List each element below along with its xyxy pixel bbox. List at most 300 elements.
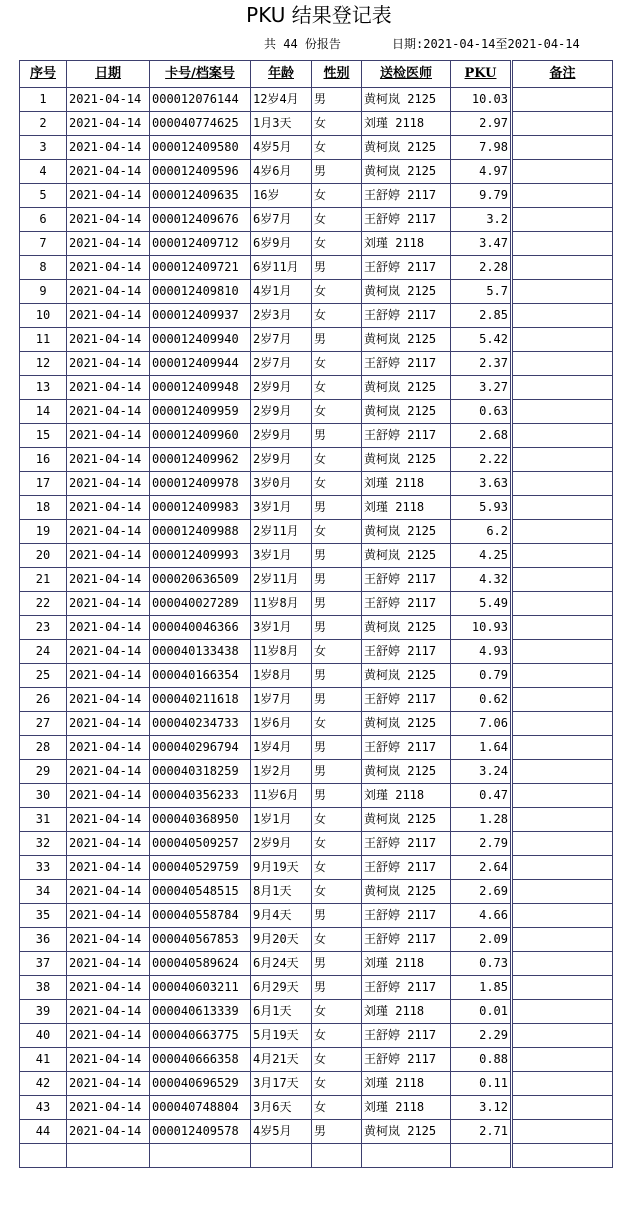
cell-pku: 3.2 bbox=[451, 208, 512, 232]
cell-age: 3岁1月 bbox=[251, 616, 312, 640]
cell-pku: 2.29 bbox=[451, 1024, 512, 1048]
cell-doctor: 黄柯岚 2125 bbox=[362, 376, 451, 400]
cell-remarks bbox=[512, 1144, 613, 1168]
cell-sex: 男 bbox=[312, 496, 362, 520]
cell-sex: 女 bbox=[312, 352, 362, 376]
cell-date: 2021-04-14 bbox=[67, 688, 150, 712]
cell-pku: 0.47 bbox=[451, 784, 512, 808]
cell-index: 25 bbox=[20, 664, 67, 688]
cell-age: 6月1天 bbox=[251, 1000, 312, 1024]
cell-doctor: 王舒婷 2117 bbox=[362, 184, 451, 208]
cell-index: 14 bbox=[20, 400, 67, 424]
cell-remarks bbox=[512, 784, 613, 808]
cell-pku: 6.2 bbox=[451, 520, 512, 544]
cell-doctor: 王舒婷 2117 bbox=[362, 256, 451, 280]
cell-doctor: 王舒婷 2117 bbox=[362, 928, 451, 952]
cell-doctor: 黄柯岚 2125 bbox=[362, 400, 451, 424]
cell-card-number: 000040774625 bbox=[150, 112, 251, 136]
table-row bbox=[20, 856, 613, 880]
cell-date: 2021-04-14 bbox=[67, 736, 150, 760]
cell-card-number: 000012409676 bbox=[150, 208, 251, 232]
cell-card-number: 000012409948 bbox=[150, 376, 251, 400]
cell-remarks bbox=[512, 760, 613, 784]
cell-doctor: 刘瑾 2118 bbox=[362, 472, 451, 496]
cell-pku: 3.12 bbox=[451, 1096, 512, 1120]
cell-age: 4月21天 bbox=[251, 1048, 312, 1072]
cell-remarks bbox=[512, 1024, 613, 1048]
cell-card-number: 000040027289 bbox=[150, 592, 251, 616]
cell-date: 2021-04-14 bbox=[67, 424, 150, 448]
cell-age: 1岁6月 bbox=[251, 712, 312, 736]
cell-pku: 0.88 bbox=[451, 1048, 512, 1072]
cell-sex: 男 bbox=[312, 256, 362, 280]
cell-index: 11 bbox=[20, 328, 67, 352]
cell-date: 2021-04-14 bbox=[67, 544, 150, 568]
cell-age: 3月6天 bbox=[251, 1096, 312, 1120]
cell-card-number: 000040356233 bbox=[150, 784, 251, 808]
cell-doctor: 黄柯岚 2125 bbox=[362, 880, 451, 904]
cell-remarks bbox=[512, 832, 613, 856]
cell-card-number: 000012409978 bbox=[150, 472, 251, 496]
cell-index: 38 bbox=[20, 976, 67, 1000]
cell-doctor: 王舒婷 2117 bbox=[362, 736, 451, 760]
cell-remarks bbox=[512, 976, 613, 1000]
cell-remarks bbox=[512, 376, 613, 400]
cell-doctor: 黄柯岚 2125 bbox=[362, 160, 451, 184]
cell-doctor bbox=[362, 1144, 451, 1168]
cell-date: 2021-04-14 bbox=[67, 328, 150, 352]
cell-index: 29 bbox=[20, 760, 67, 784]
cell-remarks bbox=[512, 1096, 613, 1120]
table-row bbox=[20, 832, 613, 856]
cell-card-number: 000040318259 bbox=[150, 760, 251, 784]
cell-sex: 男 bbox=[312, 904, 362, 928]
cell-remarks bbox=[512, 520, 613, 544]
cell-date: 2021-04-14 bbox=[67, 1096, 150, 1120]
cell-doctor: 王舒婷 2117 bbox=[362, 568, 451, 592]
cell-sex: 女 bbox=[312, 1024, 362, 1048]
cell-card-number: 000012409940 bbox=[150, 328, 251, 352]
cell-card-number: 000040368950 bbox=[150, 808, 251, 832]
table-row bbox=[20, 448, 613, 472]
cell-sex: 女 bbox=[312, 400, 362, 424]
cell-card-number: 000040296794 bbox=[150, 736, 251, 760]
table-row bbox=[20, 1120, 613, 1144]
cell-pku: 0.79 bbox=[451, 664, 512, 688]
cell-date: 2021-04-14 bbox=[67, 664, 150, 688]
table-row bbox=[20, 1048, 613, 1072]
cell-remarks bbox=[512, 1048, 613, 1072]
cell-pku: 7.98 bbox=[451, 136, 512, 160]
cell-pku: 2.09 bbox=[451, 928, 512, 952]
cell-remarks bbox=[512, 928, 613, 952]
table-row bbox=[20, 232, 613, 256]
cell-pku: 2.37 bbox=[451, 352, 512, 376]
cell-date: 2021-04-14 bbox=[67, 1048, 150, 1072]
cell-card-number: 000012409937 bbox=[150, 304, 251, 328]
cell-pku: 5.49 bbox=[451, 592, 512, 616]
cell-card-number: 000040613339 bbox=[150, 1000, 251, 1024]
cell-pku: 10.93 bbox=[451, 616, 512, 640]
cell-age: 6岁9月 bbox=[251, 232, 312, 256]
cell-age: 12岁4月 bbox=[251, 88, 312, 112]
cell-sex: 女 bbox=[312, 1096, 362, 1120]
cell-sex: 女 bbox=[312, 640, 362, 664]
cell-date: 2021-04-14 bbox=[67, 832, 150, 856]
cell-sex: 女 bbox=[312, 472, 362, 496]
cell-remarks bbox=[512, 232, 613, 256]
cell-age: 11岁6月 bbox=[251, 784, 312, 808]
cell-date: 2021-04-14 bbox=[67, 712, 150, 736]
cell-card-number: 000040234733 bbox=[150, 712, 251, 736]
table-row bbox=[20, 784, 613, 808]
date-range: 日期:2021-04-14至2021-04-14 bbox=[392, 37, 580, 51]
page-title: PKU 结果登记表 bbox=[246, 3, 392, 27]
cell-date: 2021-04-14 bbox=[67, 976, 150, 1000]
cell-sex: 男 bbox=[312, 328, 362, 352]
cell-sex: 男 bbox=[312, 688, 362, 712]
table-row bbox=[20, 472, 613, 496]
cell-pku: 3.27 bbox=[451, 376, 512, 400]
cell-doctor: 王舒婷 2117 bbox=[362, 304, 451, 328]
cell-age: 9月4天 bbox=[251, 904, 312, 928]
column-header-age: 年龄 bbox=[251, 61, 312, 88]
cell-remarks bbox=[512, 280, 613, 304]
cell-card-number: 000040696529 bbox=[150, 1072, 251, 1096]
cell-age: 3岁1月 bbox=[251, 544, 312, 568]
cell-date: 2021-04-14 bbox=[67, 496, 150, 520]
cell-index: 24 bbox=[20, 640, 67, 664]
cell-doctor: 王舒婷 2117 bbox=[362, 424, 451, 448]
cell-remarks bbox=[512, 256, 613, 280]
cell-card-number: 000040166354 bbox=[150, 664, 251, 688]
cell-index: 23 bbox=[20, 616, 67, 640]
table-row bbox=[20, 400, 613, 424]
cell-age: 9月19天 bbox=[251, 856, 312, 880]
cell-sex: 男 bbox=[312, 976, 362, 1000]
cell-doctor: 刘瑾 2118 bbox=[362, 112, 451, 136]
cell-date: 2021-04-14 bbox=[67, 400, 150, 424]
table-row bbox=[20, 1072, 613, 1096]
cell-card-number: 000040589624 bbox=[150, 952, 251, 976]
cell-date: 2021-04-14 bbox=[67, 1024, 150, 1048]
cell-date: 2021-04-14 bbox=[67, 184, 150, 208]
cell-sex: 男 bbox=[312, 760, 362, 784]
cell-age bbox=[251, 1144, 312, 1168]
cell-sex: 女 bbox=[312, 208, 362, 232]
cell-sex: 男 bbox=[312, 1120, 362, 1144]
cell-age: 2岁9月 bbox=[251, 400, 312, 424]
cell-pku: 0.62 bbox=[451, 688, 512, 712]
cell-sex: 男 bbox=[312, 616, 362, 640]
cell-index: 33 bbox=[20, 856, 67, 880]
cell-pku: 1.85 bbox=[451, 976, 512, 1000]
cell-index: 5 bbox=[20, 184, 67, 208]
cell-remarks bbox=[512, 496, 613, 520]
cell-pku: 9.79 bbox=[451, 184, 512, 208]
cell-index: 9 bbox=[20, 280, 67, 304]
cell-age: 6月29天 bbox=[251, 976, 312, 1000]
cell-remarks bbox=[512, 88, 613, 112]
cell-sex: 女 bbox=[312, 448, 362, 472]
cell-doctor: 王舒婷 2117 bbox=[362, 208, 451, 232]
cell-remarks bbox=[512, 208, 613, 232]
cell-doctor: 王舒婷 2117 bbox=[362, 352, 451, 376]
cell-doctor: 黄柯岚 2125 bbox=[362, 520, 451, 544]
cell-doctor: 黄柯岚 2125 bbox=[362, 280, 451, 304]
cell-doctor: 黄柯岚 2125 bbox=[362, 328, 451, 352]
cell-date: 2021-04-14 bbox=[67, 448, 150, 472]
cell-doctor: 刘瑾 2118 bbox=[362, 496, 451, 520]
cell-age: 3月17天 bbox=[251, 1072, 312, 1096]
cell-age: 2岁9月 bbox=[251, 832, 312, 856]
cell-doctor: 刘瑾 2118 bbox=[362, 784, 451, 808]
cell-age: 2岁11月 bbox=[251, 520, 312, 544]
cell-card-number: 000012409721 bbox=[150, 256, 251, 280]
table-row bbox=[20, 1000, 613, 1024]
cell-remarks bbox=[512, 424, 613, 448]
cell-index: 42 bbox=[20, 1072, 67, 1096]
cell-age: 3岁0月 bbox=[251, 472, 312, 496]
cell-card-number: 000012076144 bbox=[150, 88, 251, 112]
table-row bbox=[20, 904, 613, 928]
cell-age: 1岁4月 bbox=[251, 736, 312, 760]
cell-remarks bbox=[512, 616, 613, 640]
table-row bbox=[20, 808, 613, 832]
cell-age: 3岁1月 bbox=[251, 496, 312, 520]
cell-pku: 0.73 bbox=[451, 952, 512, 976]
cell-date: 2021-04-14 bbox=[67, 640, 150, 664]
cell-sex: 女 bbox=[312, 808, 362, 832]
cell-remarks bbox=[512, 448, 613, 472]
cell-pku: 3.63 bbox=[451, 472, 512, 496]
cell-card-number: 000040567853 bbox=[150, 928, 251, 952]
cell-date: 2021-04-14 bbox=[67, 568, 150, 592]
cell-index: 12 bbox=[20, 352, 67, 376]
table-row bbox=[20, 640, 613, 664]
cell-index: 16 bbox=[20, 448, 67, 472]
cell-remarks bbox=[512, 1072, 613, 1096]
cell-pku: 4.25 bbox=[451, 544, 512, 568]
cell-sex: 女 bbox=[312, 376, 362, 400]
cell-index: 6 bbox=[20, 208, 67, 232]
table-row bbox=[20, 88, 613, 112]
cell-date: 2021-04-14 bbox=[67, 952, 150, 976]
cell-pku: 1.28 bbox=[451, 808, 512, 832]
cell-sex: 女 bbox=[312, 928, 362, 952]
table-row bbox=[20, 952, 613, 976]
column-header-remarks: 备注 bbox=[512, 61, 613, 88]
cell-remarks bbox=[512, 904, 613, 928]
table-row bbox=[20, 520, 613, 544]
cell-age: 6岁11月 bbox=[251, 256, 312, 280]
table-row bbox=[20, 256, 613, 280]
table-row bbox=[20, 376, 613, 400]
cell-index: 7 bbox=[20, 232, 67, 256]
cell-index: 19 bbox=[20, 520, 67, 544]
cell-sex: 女 bbox=[312, 1048, 362, 1072]
cell-card-number: 000040663775 bbox=[150, 1024, 251, 1048]
column-header-doctor: 送检医师 bbox=[362, 61, 451, 88]
cell-index: 35 bbox=[20, 904, 67, 928]
cell-age: 11岁8月 bbox=[251, 640, 312, 664]
cell-remarks bbox=[512, 472, 613, 496]
cell-doctor: 黄柯岚 2125 bbox=[362, 1120, 451, 1144]
cell-date: 2021-04-14 bbox=[67, 1000, 150, 1024]
cell-card-number: 000012409596 bbox=[150, 160, 251, 184]
cell-age: 9月20天 bbox=[251, 928, 312, 952]
cell-pku: 5.42 bbox=[451, 328, 512, 352]
cell-pku: 4.66 bbox=[451, 904, 512, 928]
cell-remarks bbox=[512, 856, 613, 880]
cell-card-number: 000012409988 bbox=[150, 520, 251, 544]
cell-remarks bbox=[512, 304, 613, 328]
cell-remarks bbox=[512, 688, 613, 712]
cell-sex: 男 bbox=[312, 592, 362, 616]
cell-sex: 女 bbox=[312, 1072, 362, 1096]
table-row bbox=[20, 352, 613, 376]
cell-doctor: 王舒婷 2117 bbox=[362, 976, 451, 1000]
cell-doctor: 黄柯岚 2125 bbox=[362, 712, 451, 736]
table-row bbox=[20, 592, 613, 616]
cell-age: 4岁5月 bbox=[251, 1120, 312, 1144]
cell-pku: 2.64 bbox=[451, 856, 512, 880]
cell-index: 36 bbox=[20, 928, 67, 952]
cell-remarks bbox=[512, 736, 613, 760]
cell-remarks bbox=[512, 880, 613, 904]
cell-sex: 男 bbox=[312, 544, 362, 568]
cell-date: 2021-04-14 bbox=[67, 352, 150, 376]
table-row bbox=[20, 976, 613, 1000]
cell-doctor: 王舒婷 2117 bbox=[362, 592, 451, 616]
cell-card-number: 000012409578 bbox=[150, 1120, 251, 1144]
cell-card-number bbox=[150, 1144, 251, 1168]
cell-date: 2021-04-14 bbox=[67, 376, 150, 400]
table-row bbox=[20, 208, 613, 232]
cell-index: 34 bbox=[20, 880, 67, 904]
cell-doctor: 王舒婷 2117 bbox=[362, 1024, 451, 1048]
cell-sex: 女 bbox=[312, 112, 362, 136]
cell-index: 40 bbox=[20, 1024, 67, 1048]
cell-pku: 1.64 bbox=[451, 736, 512, 760]
cell-date: 2021-04-14 bbox=[67, 136, 150, 160]
table-row bbox=[20, 880, 613, 904]
cell-doctor: 王舒婷 2117 bbox=[362, 856, 451, 880]
cell-age: 6岁7月 bbox=[251, 208, 312, 232]
cell-date: 2021-04-14 bbox=[67, 1120, 150, 1144]
table-row bbox=[20, 760, 613, 784]
cell-card-number: 000040509257 bbox=[150, 832, 251, 856]
cell-date: 2021-04-14 bbox=[67, 160, 150, 184]
table-row bbox=[20, 736, 613, 760]
cell-index: 26 bbox=[20, 688, 67, 712]
cell-date: 2021-04-14 bbox=[67, 856, 150, 880]
cell-card-number: 000012409580 bbox=[150, 136, 251, 160]
cell-card-number: 000012409810 bbox=[150, 280, 251, 304]
cell-pku: 0.11 bbox=[451, 1072, 512, 1096]
cell-index: 18 bbox=[20, 496, 67, 520]
cell-date: 2021-04-14 bbox=[67, 520, 150, 544]
cell-card-number: 000012409983 bbox=[150, 496, 251, 520]
cell-card-number: 000012409712 bbox=[150, 232, 251, 256]
cell-sex: 女 bbox=[312, 832, 362, 856]
cell-sex: 男 bbox=[312, 736, 362, 760]
report-count: 共 44 份报告 bbox=[264, 37, 341, 51]
table-row bbox=[20, 616, 613, 640]
cell-pku: 3.47 bbox=[451, 232, 512, 256]
cell-pku: 0.01 bbox=[451, 1000, 512, 1024]
cell-index: 13 bbox=[20, 376, 67, 400]
cell-doctor: 王舒婷 2117 bbox=[362, 904, 451, 928]
cell-doctor: 王舒婷 2117 bbox=[362, 1048, 451, 1072]
cell-pku: 5.7 bbox=[451, 280, 512, 304]
cell-remarks bbox=[512, 664, 613, 688]
cell-age: 1岁7月 bbox=[251, 688, 312, 712]
cell-index: 3 bbox=[20, 136, 67, 160]
cell-pku: 0.63 bbox=[451, 400, 512, 424]
cell-sex: 男 bbox=[312, 784, 362, 808]
table-row bbox=[20, 1024, 613, 1048]
cell-date: 2021-04-14 bbox=[67, 280, 150, 304]
cell-date bbox=[67, 1144, 150, 1168]
cell-age: 1岁2月 bbox=[251, 760, 312, 784]
cell-sex: 男 bbox=[312, 424, 362, 448]
cell-pku: 2.69 bbox=[451, 880, 512, 904]
cell-date: 2021-04-14 bbox=[67, 784, 150, 808]
table-row bbox=[20, 688, 613, 712]
cell-doctor: 刘瑾 2118 bbox=[362, 952, 451, 976]
cell-remarks bbox=[512, 112, 613, 136]
table-row bbox=[20, 496, 613, 520]
cell-age: 2岁9月 bbox=[251, 424, 312, 448]
cell-pku: 10.03 bbox=[451, 88, 512, 112]
cell-sex: 女 bbox=[312, 232, 362, 256]
cell-index: 20 bbox=[20, 544, 67, 568]
cell-pku: 2.68 bbox=[451, 424, 512, 448]
cell-remarks bbox=[512, 160, 613, 184]
cell-sex: 女 bbox=[312, 304, 362, 328]
cell-date: 2021-04-14 bbox=[67, 880, 150, 904]
cell-index: 43 bbox=[20, 1096, 67, 1120]
cell-index: 2 bbox=[20, 112, 67, 136]
cell-card-number: 000020636509 bbox=[150, 568, 251, 592]
cell-index: 31 bbox=[20, 808, 67, 832]
cell-card-number: 000040603211 bbox=[150, 976, 251, 1000]
cell-index: 21 bbox=[20, 568, 67, 592]
cell-doctor: 王舒婷 2117 bbox=[362, 640, 451, 664]
column-header-index: 序号 bbox=[20, 61, 67, 88]
cell-doctor: 刘瑾 2118 bbox=[362, 1000, 451, 1024]
cell-pku: 2.71 bbox=[451, 1120, 512, 1144]
cell-date: 2021-04-14 bbox=[67, 472, 150, 496]
column-header-pku: PKU bbox=[451, 61, 512, 88]
cell-date: 2021-04-14 bbox=[67, 112, 150, 136]
cell-doctor: 黄柯岚 2125 bbox=[362, 616, 451, 640]
cell-age: 2岁7月 bbox=[251, 352, 312, 376]
cell-doctor: 王舒婷 2117 bbox=[362, 832, 451, 856]
cell-doctor: 黄柯岚 2125 bbox=[362, 448, 451, 472]
cell-remarks bbox=[512, 640, 613, 664]
cell-card-number: 000040529759 bbox=[150, 856, 251, 880]
cell-age: 16岁 bbox=[251, 184, 312, 208]
column-header-card-number: 卡号/档案号 bbox=[150, 61, 251, 88]
cell-pku: 2.22 bbox=[451, 448, 512, 472]
cell-sex: 女 bbox=[312, 712, 362, 736]
cell-remarks bbox=[512, 400, 613, 424]
cell-date: 2021-04-14 bbox=[67, 616, 150, 640]
cell-doctor: 黄柯岚 2125 bbox=[362, 664, 451, 688]
cell-index: 44 bbox=[20, 1120, 67, 1144]
